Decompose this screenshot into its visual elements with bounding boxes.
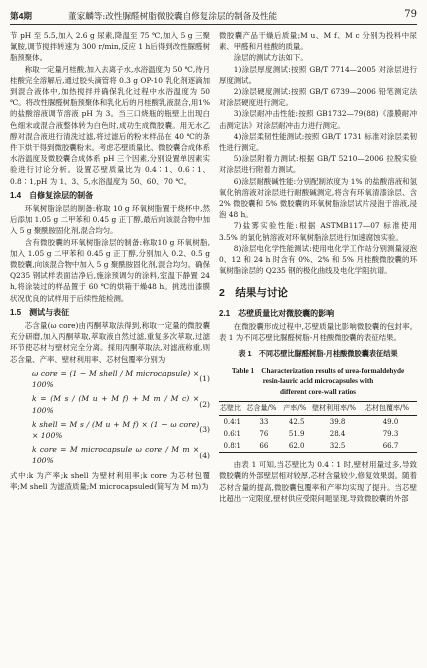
- test-item-6: 6)涂层耐酸碱性能:分别配制浓度为 1% 的盐酸溶液和氢氧化钠溶液对涂层进行耐酸碱测定,将含有环氧清漆涂层、含 2% 微胶囊和 5% 微胶囊的环氧树脂涂层试片浸泡于溶液,浸泡 48 h。: [219, 176, 417, 220]
- table-cell: 49.0: [382, 418, 399, 427]
- section-heading-1-5: 1.5 测试与表征: [10, 307, 70, 317]
- table-cell: 0.4∶1: [223, 418, 241, 427]
- column-header: 芯材包覆率/%: [365, 404, 410, 413]
- table-cell: 66: [259, 442, 269, 451]
- table-cell: 76: [259, 430, 269, 439]
- equation-number: (2): [199, 399, 210, 409]
- section-heading-2-1: 2.1 芯壁质量比对微胶囊的影响: [219, 308, 335, 318]
- paragraph: 含有微胶囊的环氧树脂涂层的制备:称取10 g 环氧树脂,加入 1.05 g 二甲苯和 0.45 g 正丁醇,分别加入 0.2、0.5 g 微胶囊,向该混合物中加入 5 g 聚酰胺固化剂,混合均匀。确保 Q235 钢试样表面洁净后,施涂预调匀的涂料,室温下静置 24 h,将涂装过的样品置于 60 ℃的烘箱干燥48 h。挑选出漆膜状况优良的试样用于后续性能检测。: [10, 237, 210, 303]
- issue-number: 第4期: [10, 11, 32, 21]
- table-cell: 0.8∶1: [223, 442, 241, 451]
- test-item-5: 5)涂层附着力测试:根据 GB/T 5210—2006 拉脱实验对涂层进行附着力测试。: [219, 154, 417, 175]
- test-item-8: 8)涂层电化学性能测试:使用电化学工作站分别测量浸泡 0、12 和 24 h 时含有 0%、2% 和 5% 月桂酸微胶囊的环氧树脂涂层的 Q235 钢的极化曲线及电化学阻抗谱。: [219, 243, 417, 276]
- table-cell: 79.3: [382, 430, 399, 439]
- equation-3: [32, 419, 210, 441]
- core-wall-ratio-table: [219, 401, 417, 453]
- column-header: 芯壁比: [220, 404, 241, 413]
- test-item-4: 4)涂层柔韧性能测试:按照 GB/T 1731 标准对涂层柔韧性进行测定。: [219, 131, 417, 153]
- table-row: [219, 416, 417, 429]
- paragraph: 在微胶囊形成过程中,芯壁质量比影响微胶囊的包封率。表 1 为不同芯壁比脲醛树脂-月桂酸微胶囊的表征结果。: [219, 321, 417, 343]
- table-cell: 51.9: [288, 430, 305, 439]
- equation-body: k core = M microcapsule ω core / M m × 100%: [32, 445, 200, 466]
- table-header-row: [219, 402, 417, 416]
- table-cell: 0.6∶1: [223, 430, 241, 439]
- paragraph: 环氧树脂涂层的制备:称取 10 g 环氧树脂置于烧杯中,然后添加 1.05 g 二甲苯和 0.45 g 正丁醇,最后向该混合物中加入 5 g 聚酰胺固化剂,混合均匀。: [10, 204, 210, 236]
- test-item-7: 7)盐雾实验性能:根据 ASTMB117—07 标准使用 3.5% 的氯化钠溶液对环氧树脂涂层进行加速腐蚀实验。: [219, 221, 417, 242]
- table-cell: 42.5: [288, 418, 305, 427]
- paragraph: 涂层的测试方法如下。: [233, 53, 308, 63]
- section-heading-1-4: 1.4 自修复涂层的制备: [10, 190, 94, 200]
- equation-body: k = (M s / (M u + M f) + M m / M c) × 100%: [32, 394, 200, 415]
- paragraph: 式中:k 为产率;k shell 为壁材利用率;k core 为芯材包覆率;M shell 为滤渣质量;M microcapsuled(简写为 M m)为: [10, 470, 210, 491]
- test-item-3: 3)涂层耐冲击性能:按照 GB1732—79(88)《漆膜耐冲击测定法》对涂层耐冲击力进行测定。: [219, 109, 417, 130]
- page-number: 79: [404, 9, 417, 20]
- equation-1: [32, 368, 210, 390]
- right-column: [219, 30, 417, 504]
- table-caption-en-line: different core-wall ratios: [280, 387, 356, 396]
- equation-number: (4): [199, 450, 210, 460]
- paragraph: 芯含量(ω core)由丙酮萃取法得到,称取一定量的微胶囊充分研磨,加入丙酮萃取,萃取液自然过滤,重复多次萃取,过滤环节使芯材与壁材完全分离。採用丙酮萃取法,对滤液称重,则芯含量、产率、壁材利用率、芯材包覆率分别为: [10, 321, 210, 364]
- table-cell: 62.0: [288, 442, 305, 451]
- equation-4: [32, 444, 210, 466]
- equation-number: (3): [199, 425, 210, 435]
- column-header: 芯含量/%: [246, 404, 277, 413]
- paragraph: 节 pH 至 5.5,加入 2.6 g 尿素,降温至 75 ℃,加入 5 g 三聚氰胺,调节搅拌转速为 300 r/min,反应 1 h后得到改性脲醛树脂预聚体。: [10, 31, 210, 63]
- equation-number: (1): [199, 374, 210, 384]
- table-cell: 39.8: [329, 418, 346, 427]
- equation-body: k shell = M s / (M u + M f) × (1 − ω core) × 100%: [32, 419, 200, 440]
- equation-2: [32, 393, 210, 415]
- section-heading-2: 2 结果与讨论: [219, 287, 288, 300]
- left-column: [10, 30, 210, 492]
- table-caption-en-line: resin-lauric acid microcapsules with: [262, 377, 374, 386]
- column-header: 壁材利用率/%: [312, 404, 357, 413]
- test-item-1: 1)涂层厚度测试:按照 GB/T 7714—2005 对涂层进行厚度测试。: [219, 64, 417, 85]
- column-header: 产率/%: [283, 404, 307, 413]
- running-header: [10, 8, 417, 24]
- paragraph: 由表 1 可知,当芯壁比为 0.4∶1 时,壁材用量过多,导致微胶囊的外部壁层相对较厚,芯材含量较少,修复效果弱。随着芯材含量的提高,微胶囊包覆率和产率均实现了提升。当芯壁比超出一定限度,壁材供应受限问题显现,导致微胶囊的外部: [219, 460, 417, 503]
- table-row: [219, 440, 417, 453]
- test-item-2: 2)涂层硬度测试:按照 GB/T 6739—2006 铅笔测定法对涂层硬度进行测定。: [219, 87, 417, 108]
- table-cell: 66.7: [382, 442, 399, 451]
- table-row: [219, 428, 417, 440]
- table-caption-en-line: Table 1 Characterization results of urea-formaldehyde: [231, 366, 405, 375]
- table-cell: 28.4: [329, 430, 346, 439]
- table-cell: 33: [259, 418, 269, 427]
- table-cell: 32.5: [329, 442, 346, 451]
- equation-body: ω core = (1 − M shell / M microcapsule) × 100%: [32, 368, 200, 390]
- table-caption-en: [219, 366, 417, 398]
- paragraph: 称取一定量月桂酸,加入去离子水,水浴温度为 50 ℃,待月桂酸完全溶解后,通过胶头滴管将 0.3 g OP-10 乳化剂逐滴加到混合液体中,加热搅拌并确保乳化过程中水浴温度为 50 ℃。将改性脲醛树脂预聚体和乳化后的月桂酸乳液混合,用1%的盐酸溶液调节溶液 pH 为 3。当三口烧瓶的瓶壁上出现白色细末或混合液整体转为白色时,成功生成微胶囊。用无水乙醇对混合液进行清洗过滤,将过滤后的粉末样品在 40 ℃的条件下烘干得到微胶囊粉末。考虑芯壁质量比、微胶囊合成体系水浴温度及微胶囊合成体系 pH 三个因素,分别设置单因素实验进行讨论分析。设置芯壁质量比为 0.4∶1、0.6∶1、0.8∶1,pH 为 1、3、5,水浴温度为 50、60、70 ℃。: [10, 64, 210, 186]
- header-rule: [10, 24, 417, 25]
- table-caption-cn: 表 1 不同芯壁比脲醛树脂-月桂酸微胶囊表征结果: [238, 349, 398, 359]
- running-title: 董家麟等:改性脲醛树脂微胶囊自修复涂层的制备及性能: [68, 12, 278, 22]
- paragraph: 微胶囊产品干燥后质量;M u、M f、M c 分别为投料中尿素、甲醛和月桂酸的质量。: [219, 31, 417, 52]
